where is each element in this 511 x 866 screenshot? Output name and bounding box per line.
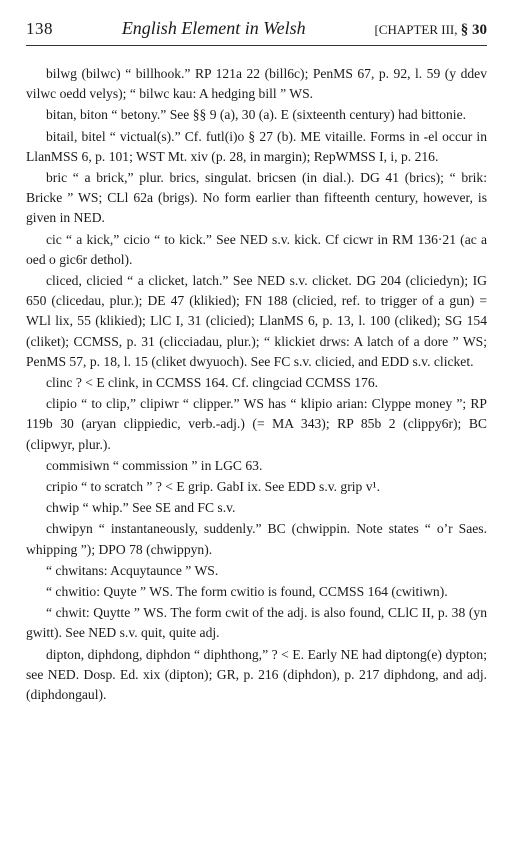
entry-bilwg: bilwg (bilwc) “ billhook.” RP 121a 22 (bill6c); PenMS 67, p. 92, l. 59 (y ddev vilwc oedd velys); “ bilwc kau: A hedging bill ” WS. [26,66,487,102]
entry-chwit: “ chwit: Quytte ” WS. The form cwit of the adj. is also found, CLlC II, p. 38 (yn gwitt). See NED s.v. quit, quite adj. [26,605,487,641]
page-number: 138 [26,19,53,38]
entry-bitail: bitail, bitel “ victual(s).” Cf. futl(i)o § 27 (b). ME vitaille. Forms in -el occur in LlanMSS 6, p. 101; WST Mt. xiv (p. 28, in margin); RepWMSS I, i, p. 216. [26,128,487,164]
entry-cliced: cliced, clicied “ a clicket, latch.” See NED s.v. clicket. DG 204 (cliciedyn); IG 650 (clicedau, plur.); DE 47 (klikied); FN 188 (clicied, ref. to trigger of a gun) = WLl lix, 55 (klikied); LlC I, 31 (clicied); LlanMS 6, p. 13, l. 100 (cliked); SG 154 (cliket); CCMSS, p. 31 (clicciadau, plur.); “ klickiet drws: A latch of a dore ” WS; PenMS 57, p. 18, l. 15 (cliket dwyuoch). See FC s.v. clicied, and EDD s.v. clicket. [26,273,487,369]
entry-clipio: clipio “ to clip,” clipiwr “ clipper.” WS has “ klipio arian: Clyppe money ”; RP 119b 30 (aryan clippiedic, verb.-adj.) (= MA 343); RP 85b 2 (clippy6r); BC (clipwyr, plur.). [26,396,487,452]
entry-cripio: cripio “ to scratch ” ? < E grip. GabI ix. See EDD s.v. grip v¹. [46,479,380,495]
entry-chwipyn: chwipyn “ instantaneously, suddenly.” BC (chwippin. Note states “ o’r Saes. whipping ”); DPO 78 (chwippyn). [26,521,487,557]
entry-chwip: chwip “ whip.” See SE and FC s.v. [46,500,236,516]
entry-bric: bric “ a brick,” plur. brics, singulat. bricsen (in dial.). DG 41 (brics); “ brik: Bricke ” WS; CLl 62a (brigs). No form earlier than fifteenth century, however, is given in NED. [26,170,487,226]
dictionary-entries [26,64,487,705]
entry-cic: cic “ a kick,” cicio “ to kick.” See NED s.v. kick. Cf cicwr in RM 136·21 (ac a oed o gic6r dethol). [26,231,487,267]
entry-commisiwn: commisiwn “ commission ” in LGC 63. [46,457,263,473]
entry-clinc: clinc ? < E clink, in CCMSS 164. Cf. clingciad CCMSS 176. [46,375,379,391]
entry-chwitans: “ chwitans: Acquytaunce ” WS. [46,562,219,578]
entry-chwitio: “ chwitio: Quyte ” WS. The form cwitio is found, CCMSS 164 (cwitiwn). [46,584,448,600]
entry-dipton: dipton, diphdong, diphdon “ diphthong,” ? < E. Early NE had diptong(e) dypton; see NED. Dosp. Ed. xix (dipton); GR, p. 216 (diphdon), p. 217 diphdong, and adj. (diphdongaul). [26,646,487,703]
section-ref [374,22,487,39]
entry-bitan: bitan, biton “ betony.” See §§ 9 (a), 30 (a). E (sixteenth century) had bittonie. [46,107,467,123]
section-number: § 30 [460,22,487,38]
running-title: English Element in Welsh [121,18,306,38]
running-header [26,18,487,46]
chapter-label: [CHAPTER III, [374,22,461,37]
